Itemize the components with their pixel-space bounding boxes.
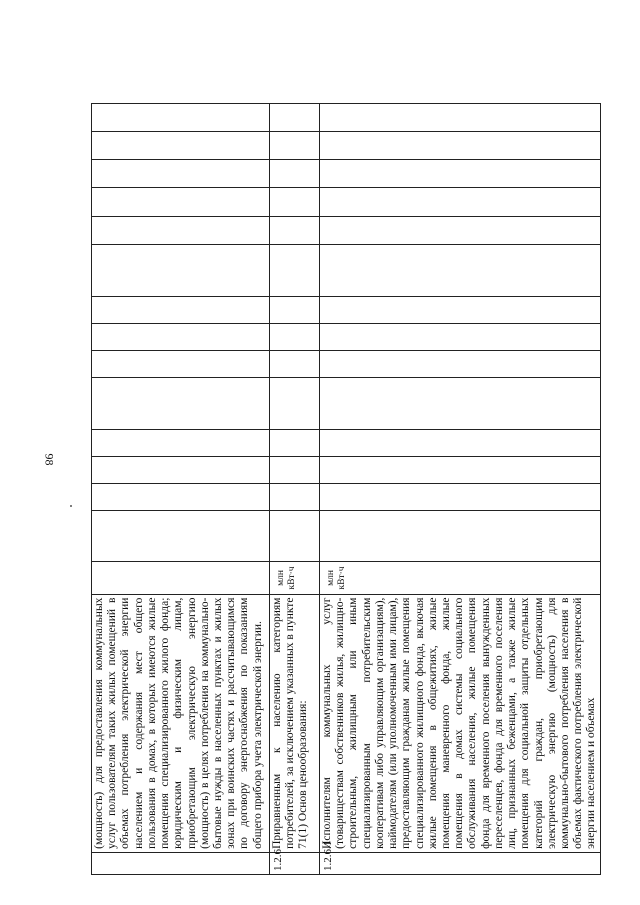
rotated-table-wrapper (91, 103, 598, 875)
value-cell (270, 188, 320, 216)
tariff-table (91, 103, 601, 875)
value-cell (320, 104, 601, 132)
value-cell (320, 351, 601, 378)
value-cell (92, 297, 270, 324)
table-row (270, 104, 320, 875)
value-cell (92, 160, 270, 188)
value-cell (270, 456, 320, 483)
value-cell (320, 378, 601, 429)
row-description: (мощность) для предоставления коммунальных услуг пользователям таких жилых помещений в объемах потребления электрической энергии населением и содержания мест общего пользования в домах, в которых имеются жилые помещения специализированного жилого фонда; юридическим и физическим лицам, приобретающим электрическую энергию (мощность) в целях потребления на коммунально-бытовые нужды в населенных пунктах и жилых зонах при воинских частях и рассчитывающимся по договору энергоснабжения по показаниям общего прибора учета электрической энергии. (92, 594, 270, 852)
row-unit: млн кВт·ч (320, 562, 601, 594)
value-cell (270, 132, 320, 160)
value-cell (320, 188, 601, 216)
value-cell (320, 324, 601, 351)
table-row (320, 104, 601, 875)
value-cell (92, 188, 270, 216)
value-cell (320, 244, 601, 296)
table-row (92, 104, 270, 875)
value-cell (92, 216, 270, 244)
row-number (92, 852, 270, 874)
value-cell (270, 378, 320, 429)
row-description: Приравненным к населению категориям потребителей, за исключением указанных в пункте 71(1) Основ ценообразования: (270, 594, 320, 852)
page-number: 98 (42, 453, 57, 466)
value-cell (92, 324, 270, 351)
value-cell (270, 297, 320, 324)
value-cell (270, 351, 320, 378)
row-number: 1.2.6.1 (320, 852, 601, 874)
value-cell (270, 244, 320, 296)
value-cell (92, 484, 270, 511)
value-cell (320, 297, 601, 324)
row-unit (92, 562, 270, 594)
row-description: Исполнителям коммунальных услуг (товариществам собственников жилья, жилищно-строительным, жилищным или иным специализированным потребительским кооперативам либо управляющим организациям), наймодателям (или уполномоченным ими лицам), предоставляющим гражданам жилые помещения специализированного жилищного фонда, включая жилые помещения в общежитиях, жилые помещения маневренного фонда, жилые помещения в домах системы социального обслуживания населения, жилые помещения фонда для временного поселения вынужденных переселенцев, фонда для временного поселения лиц, признанных беженцами, а также жилые помещения для социальной защиты отдельных категорий граждан, приобретающим электрическую энергию (мощность) для коммунально-бытового потребления населения в объемах фактического потребления электрической энергии населением и объемах (320, 594, 601, 852)
value-cell (270, 429, 320, 456)
value-cell (92, 351, 270, 378)
value-cell (92, 244, 270, 296)
value-cell (92, 132, 270, 160)
value-cell (270, 484, 320, 511)
value-cell (92, 378, 270, 429)
value-cell (270, 216, 320, 244)
value-cell (320, 429, 601, 456)
value-cell (320, 160, 601, 188)
value-cell (320, 511, 601, 562)
value-cell (92, 456, 270, 483)
value-cell (320, 132, 601, 160)
row-unit: млн кВт·ч (270, 562, 320, 594)
value-cell (320, 456, 601, 483)
value-cell (92, 104, 270, 132)
value-cell (270, 104, 320, 132)
value-cell (270, 324, 320, 351)
value-cell (320, 216, 601, 244)
value-cell (92, 511, 270, 562)
value-cell (270, 511, 320, 562)
value-cell (92, 429, 270, 456)
scan-speck (70, 505, 72, 507)
value-cell (270, 160, 320, 188)
value-cell (320, 484, 601, 511)
row-number: 1.2.6 (270, 852, 320, 874)
